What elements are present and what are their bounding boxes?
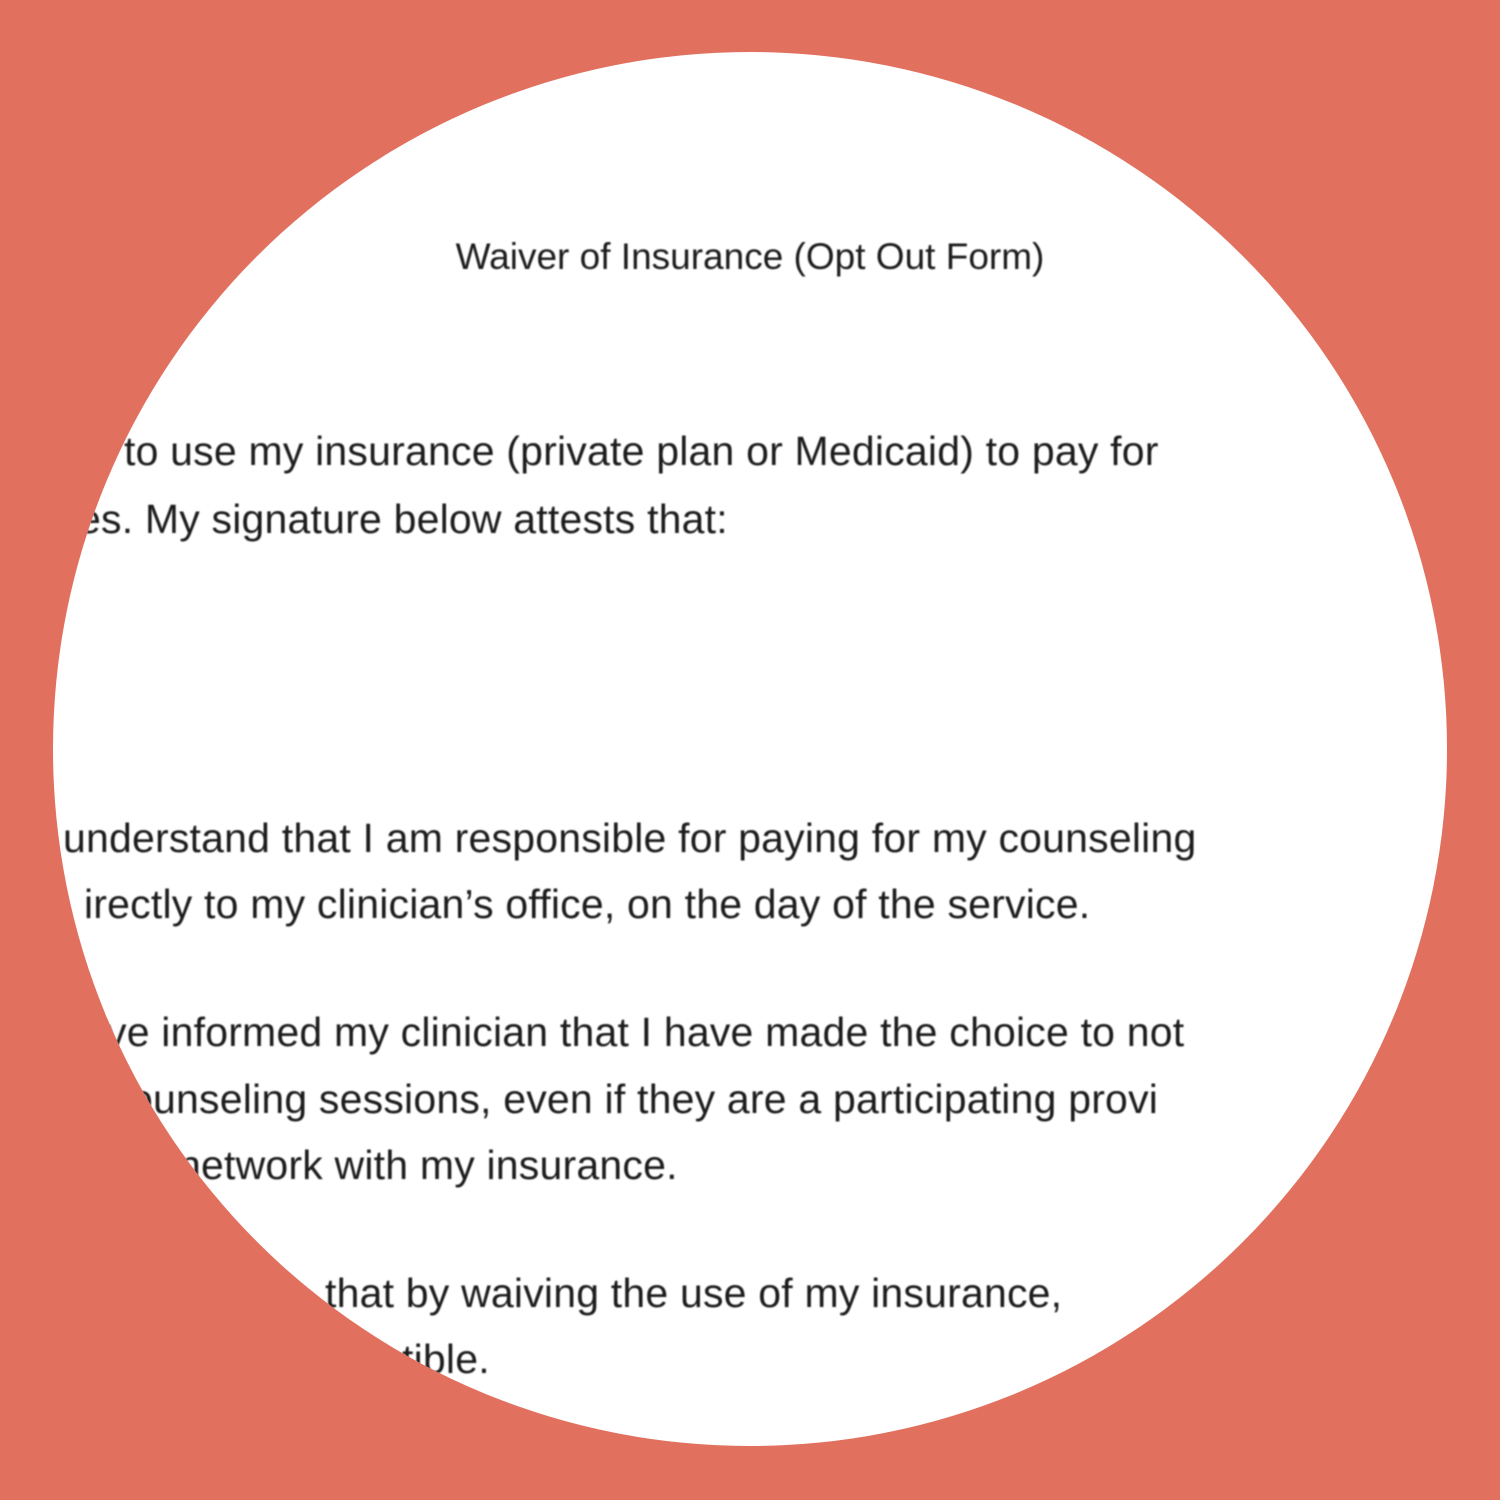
document-preview-circle xyxy=(53,52,1447,1446)
document-line: tible. xyxy=(402,1336,490,1382)
document-line: ounseling sessions, even if they are a participating provi xyxy=(130,1076,1159,1122)
document-line: to use my insurance (private plan or Medicaid) to pay for xyxy=(124,428,1159,474)
document-page xyxy=(53,52,1447,1446)
document-title: Waiver of Insurance (Opt Out Form) xyxy=(455,236,1045,277)
document-line: irectly to my clinician’s office, on the day of the service. xyxy=(84,881,1091,927)
document-line: es. My signature below attests that: xyxy=(78,496,728,542)
document-line: ve informed my clinician that I have made the choice to not xyxy=(106,1009,1185,1055)
document-line: that by waiving the use of my insurance, xyxy=(325,1270,1063,1316)
document-line: network with my insurance. xyxy=(178,1142,678,1188)
document-line: understand that I am responsible for paying for my counseling xyxy=(63,815,1197,861)
